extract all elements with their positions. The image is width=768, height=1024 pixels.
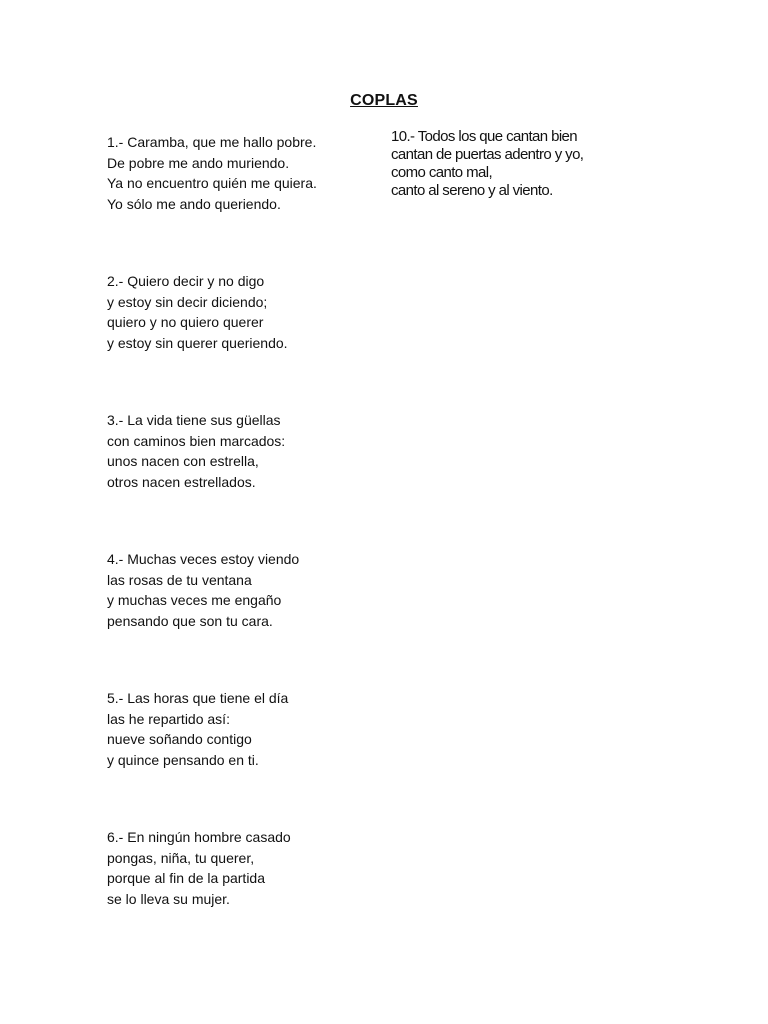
page-title [0, 92, 768, 110]
verse-line: unos nacen con estrella, [107, 453, 259, 469]
verse-3 [107, 410, 357, 549]
verse-line: 10.- Todos los que cantan bien [391, 128, 578, 145]
verse-line: y quince pensando en ti. [107, 751, 259, 768]
verse-5 [107, 688, 357, 827]
verse-line: 3.- La vida tiene sus güellas [107, 412, 281, 428]
verse-line: 2.- Quiero decir y no digo [107, 273, 265, 289]
verse-line: canto al sereno y al viento. [391, 182, 553, 199]
verse-line: 1.- Caramba, que me hallo pobre. [107, 134, 317, 150]
verse-line: Ya no encuentro quién me quiera. [107, 175, 317, 191]
verse-line: las rosas de tu ventana [107, 571, 252, 588]
right-column [391, 128, 651, 200]
verse-line: y estoy sin querer queriendo. [107, 334, 288, 351]
verse-line: pongas, niña, tu querer, [107, 849, 255, 866]
verse-line: como canto mal, [391, 164, 493, 181]
page-title-text: COPLAS [350, 92, 418, 109]
verse-line: se lo lleva su mujer. [107, 890, 230, 907]
verse-line: Yo sólo me ando queriendo. [107, 195, 281, 212]
verse-line: 4.- Muchas veces estoy viendo [107, 551, 300, 567]
verse-4 [107, 549, 357, 688]
verse-line: otros nacen estrellados. [107, 473, 256, 490]
verse-line: 6.- En ningún hombre casado [107, 829, 291, 845]
verse-1 [107, 132, 357, 271]
verse-line: con caminos bien marcados: [107, 432, 286, 449]
verse-line: nueve soñando contigo [107, 731, 252, 747]
verse-line: cantan de puertas adentro y yo, [391, 146, 584, 163]
verse-line: pensando que son tu cara. [107, 612, 273, 629]
verse-6 [107, 827, 357, 966]
verse-line: y estoy sin decir diciendo; [107, 293, 268, 310]
verse-line: De pobre me ando muriendo. [107, 154, 290, 171]
verse-line: quiero y no quiero querer [107, 314, 264, 330]
verse-line: porque al fin de la partida [107, 870, 265, 886]
verse-line: y muchas veces me engaño [107, 592, 282, 608]
verse-line: las he repartido así: [107, 710, 230, 727]
left-column [107, 132, 357, 966]
verse-2 [107, 271, 357, 410]
verse-line: 5.- Las horas que tiene el día [107, 690, 289, 706]
verse-10 [391, 128, 651, 200]
